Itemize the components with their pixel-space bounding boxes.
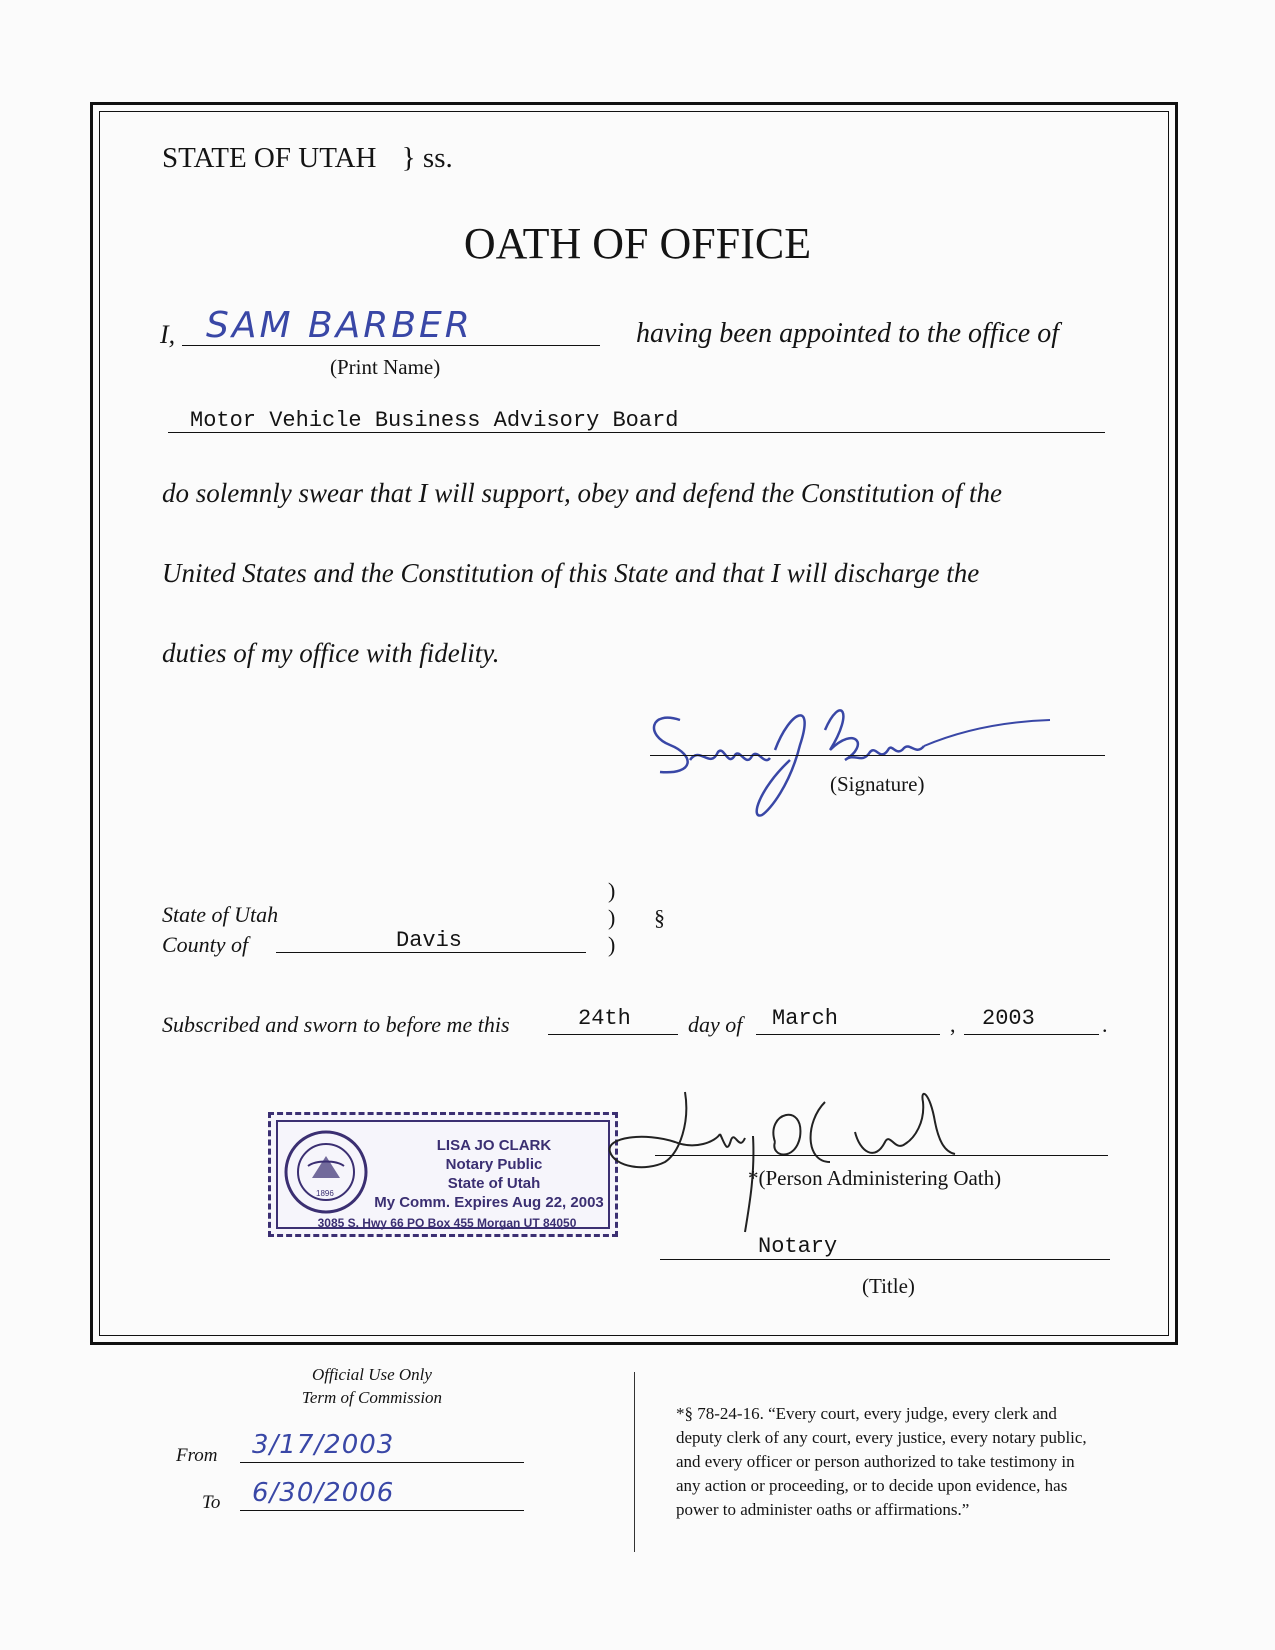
footnote-line-3: and every officer or person authorized to take testimony in	[676, 1452, 1075, 1471]
footnote	[676, 1402, 1087, 1522]
state-seal-icon	[284, 1130, 368, 1214]
notary-stamp	[268, 1112, 618, 1237]
title-caption: (Title)	[862, 1274, 915, 1298]
signature-image	[640, 690, 1060, 830]
seal-text: THE GREAT SEAL OF THE STATE OF UTAH	[284, 1130, 304, 1131]
county-value: Davis	[396, 928, 463, 953]
month-line	[756, 1034, 940, 1035]
footnote-line-5: power to administer oaths or affirmations.”	[676, 1500, 970, 1519]
to-value: 6/30/2006	[252, 1478, 395, 1508]
state-label: STATE OF UTAH	[162, 142, 377, 174]
administrator-signature-image	[605, 1082, 1005, 1242]
footnote-line-2: deputy clerk of any court, every justice, every notary public,	[676, 1428, 1087, 1447]
administrator-caption: *(Person Administering Oath)	[748, 1166, 1002, 1190]
subscribed-prefix: Subscribed and sworn to before me this	[162, 1012, 510, 1037]
from-line	[240, 1462, 524, 1463]
print-name-caption: (Print Name)	[330, 355, 441, 379]
administrator-signature-text: Lisa Jo Clark	[605, 1082, 611, 1083]
office-value: Motor Vehicle Business Advisory Board	[190, 408, 679, 433]
signature-line	[650, 755, 1105, 756]
appointed-text: having been appointed to the office of	[636, 318, 1060, 349]
signature-caption: (Signature)	[830, 772, 925, 796]
stamp-address: 3085 S. Hwy 66 PO Box 455 Morgan UT 84050	[317, 1216, 577, 1230]
stamp-role: Notary Public	[445, 1156, 543, 1173]
year-line	[964, 1034, 1099, 1035]
from-value: 3/17/2003	[252, 1430, 395, 1460]
signature-text: Sam J Barber	[640, 690, 646, 691]
stamp-state: State of Utah	[447, 1175, 541, 1192]
month-value: March	[772, 1006, 839, 1031]
page-title: OATH OF OFFICE	[463, 219, 812, 268]
printed-name: SAM BARBER	[206, 305, 473, 346]
paren-1: )	[608, 878, 616, 903]
venue-county-label: County of	[162, 932, 249, 957]
day-line	[548, 1034, 678, 1035]
day-value: 24th	[578, 1006, 631, 1031]
paren-3: )	[608, 932, 616, 957]
title-line	[660, 1259, 1110, 1260]
footer-divider	[634, 1372, 635, 1552]
from-label: From	[176, 1445, 218, 1466]
oath-prefix: I,	[160, 320, 176, 349]
paren-2: )	[608, 905, 616, 930]
comma: ,	[950, 1012, 956, 1037]
seal-year: 1896	[316, 1189, 334, 1198]
stamp-commission: My Comm. Expires Aug 22, 2003	[374, 1194, 604, 1211]
official-heading-1: Official Use Only	[312, 1365, 432, 1384]
period: .	[1102, 1012, 1108, 1037]
venue-state: State of Utah	[162, 902, 279, 927]
title-value: Notary	[758, 1234, 838, 1259]
state-heading	[162, 142, 453, 175]
official-heading-2: Term of Commission	[301, 1388, 443, 1407]
to-label: To	[202, 1492, 221, 1513]
year-value: 2003	[982, 1006, 1035, 1031]
oath-paragraph-line-1: do solemnly swear that I will support, obey and defend the Constitution of the	[162, 478, 1002, 508]
oath-paragraph-line-3: duties of my office with fidelity.	[162, 638, 500, 668]
footnote-line-4: any action or proceeding, or to decide upon evidence, has	[676, 1476, 1068, 1495]
oath-paragraph-line-2: United States and the Constitution of this State and that I will discharge the	[162, 558, 980, 588]
to-line	[240, 1510, 524, 1511]
section-symbol: §	[654, 905, 665, 930]
day-of-label: day of	[688, 1012, 743, 1037]
footnote-line-1: *§ 78-24-16. “Every court, every judge, every clerk and	[676, 1404, 1057, 1423]
stamp-name: LISA JO CLARK	[436, 1137, 552, 1154]
administrator-line	[655, 1155, 1108, 1156]
ss-label: } ss.	[401, 142, 453, 174]
